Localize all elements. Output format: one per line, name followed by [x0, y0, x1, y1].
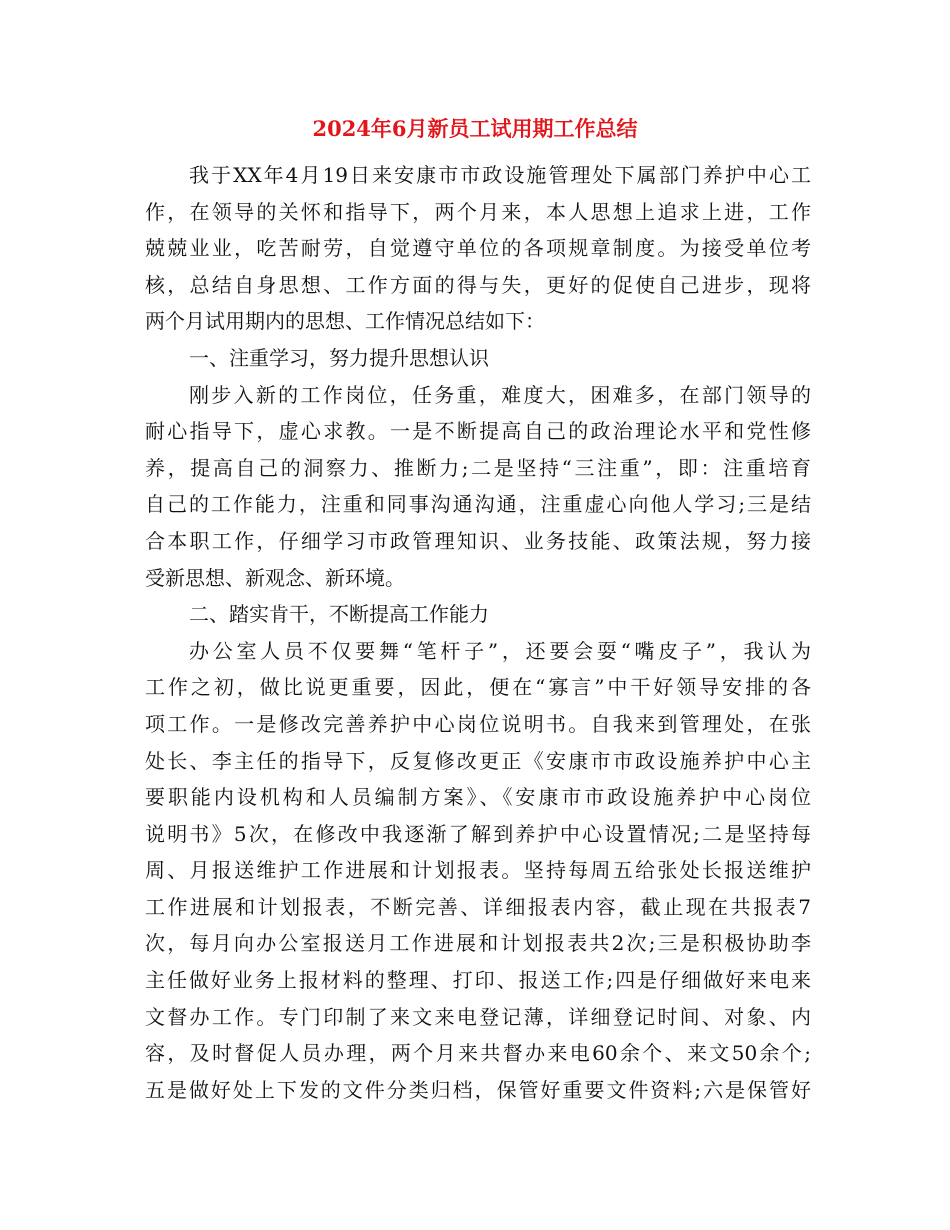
- body-text-line: 次，每月向办公室报送月工作进展和计划报表共2次;三是积极协助李: [145, 931, 811, 956]
- body-text-line: 受新思想、新观念、新环境。: [145, 565, 405, 590]
- body-text-line: 自己的工作能力，注重和同事沟通沟通，注重虚心向他人学习;三是结: [145, 492, 811, 517]
- document-body: [145, 157, 811, 1108]
- body-text-line: 合本职工作，仔细学习市政管理知识、业务技能、政策法规，努力接: [145, 528, 811, 553]
- body-text-line: 养，提高自己的洞察力、推断力;二是坚持“三注重”，即：注重培育: [145, 455, 811, 480]
- body-text-line: 核，总结自身思想、工作方面的得与失，更好的促使自己进步，现将: [145, 272, 811, 297]
- body-text-line: 兢兢业业，吃苦耐劳，自觉遵守单位的各项规章制度。为接受单位考: [145, 236, 811, 261]
- document-title: 2024年6月新员工试用期工作总结: [312, 116, 638, 141]
- body-text-line: 作，在领导的关怀和指导下，两个月来，本人思想上追求上进，工作: [145, 199, 811, 224]
- body-text-line: 我于XX年4月19日来安康市市政设施管理处下属部门养护中心工: [189, 163, 811, 187]
- body-text-line: 项工作。一是修改完善养护中心岗位说明书。自我来到管理处，在张: [145, 711, 811, 736]
- body-text-line: 两个月试用期内的思想、工作情况总结如下：: [145, 309, 545, 334]
- body-text-line: 五是做好处上下发的文件分类归档，保管好重要文件资料;六是保管好: [145, 1077, 811, 1102]
- body-text-line: 要职能内设机构和人员编制方案》、《安康市市政设施养护中心岗位: [145, 785, 811, 810]
- body-text-line: 文督办工作。专门印制了来文来电登记薄，详细登记时间、对象、内: [145, 1004, 811, 1029]
- body-text-line: 周、月报送维护工作进展和计划报表。坚持每周五给张处长报送维护: [145, 858, 811, 883]
- body-text-line: 容，及时督促人员办理，两个月来共督办来电60余个、来文50余个;: [145, 1041, 811, 1066]
- body-text-line: 说明书》5次，在修改中我逐渐了解到养护中心设置情况;二是坚持每: [145, 821, 811, 846]
- body-text-line: 办公室人员不仅要舞“笔杆子”，还要会耍“嘴皮子”，我认为: [189, 638, 811, 663]
- body-text-line: 二、踏实肯干，不断提高工作能力: [189, 602, 489, 627]
- body-text-line: 处长、李主任的指导下，反复修改更正《安康市市政设施养护中心主: [145, 748, 811, 773]
- body-text-line: 工作之初，做比说更重要，因此，便在“寡言”中干好领导安排的各: [145, 675, 811, 700]
- body-text-line: 主任做好业务上报材料的整理、打印、报送工作;四是仔细做好来电来: [145, 968, 811, 993]
- body-text-line: 耐心指导下，虚心求教。一是不断提高自己的政治理论水平和党性修: [145, 419, 811, 444]
- body-text-line: 工作进展和计划报表，不断完善、详细报表内容，截止现在共报表7: [145, 894, 811, 919]
- body-text-line: 刚步入新的工作岗位，任务重，难度大，困难多，在部门领导的: [189, 382, 811, 407]
- body-text-line: 一、注重学习，努力提升思想认识: [189, 345, 489, 370]
